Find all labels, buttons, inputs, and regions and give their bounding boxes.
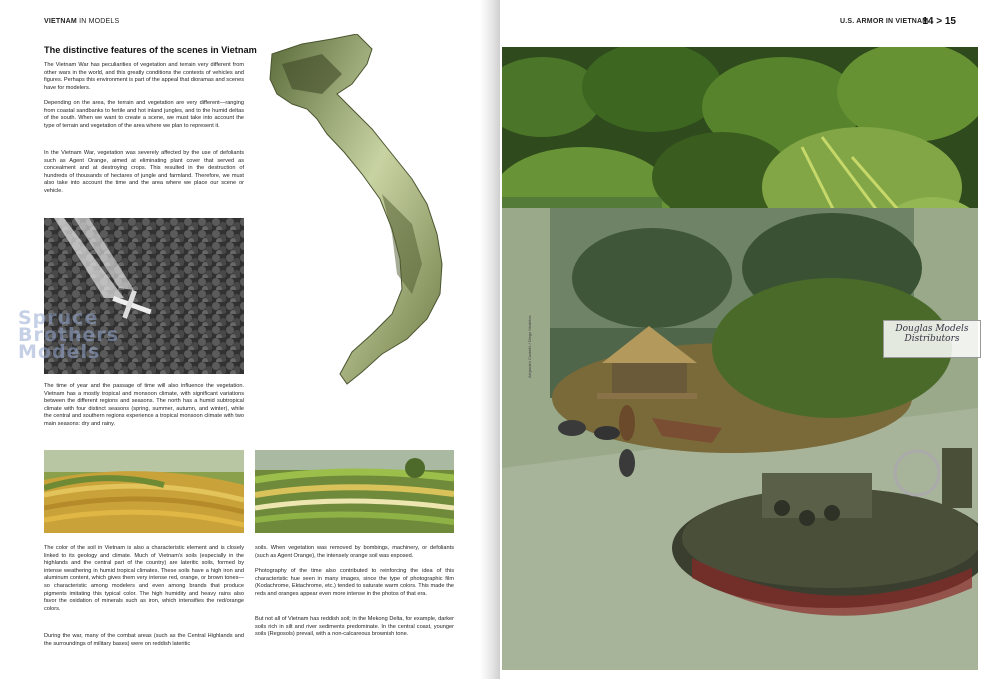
right-page [500,0,1000,679]
running-head-bold: VIETNAM [44,18,77,25]
running-head-light: IN MODELS [79,18,120,25]
paragraph-combat-areas: During the war, many of the combat areas (such as the Central Highlands and the surroundings of military bases) were on reddish lateritic [44,633,244,647]
left-page [0,0,497,679]
paragraph-intro: The Vietnam War has peculiarities of vegetation and terrain very different from other wars in the world, and this greatly conditions the contexts of vehicles and figures. Perhaps this environment is part of the appeal that dioramas and scenes have for modelers. [44,62,244,91]
running-head-left [44,18,119,25]
section-title: The distinctive features of the scenes in Vietnam [44,45,257,55]
douglas-models-watermark: Douglas Models Distributors [883,320,981,358]
paragraph-exposed-soil: soils. When vegetation was removed by bombings, machinery, or defoliants (such as Agent Orange), the intensely orange soil was exposed. [255,545,454,559]
paragraph-mekong: But not all of Vietnam has reddish soil; in the Mekong Delta, for example, darker soils rich in silt and river sediments predominate. In the central coast, younger soils (Regosols) prevail, with a non-calcareous brownish tone. [255,616,454,638]
page-gutter [480,0,500,679]
paragraph-terrain: Depending on the area, the terrain and vegetation are very different—ranging from coastal sandbanks to fertile and hot inland jungles, and to the humid deltas of the south. When we want to create a scene, we must take into account the type of terrain and vegetation of the area where we plan to represent it. [44,100,244,129]
running-head-right: U.S. ARMOR IN VIETNAM [840,18,929,25]
rice-terrace-photo-1 [44,450,244,533]
vietnam-relief-map [262,34,462,406]
photo-credit: Alejandro Castelló / Diego Modelos [527,315,532,378]
spruce-brothers-watermark: Spruce Brothers Models [18,307,120,363]
diorama-photo [502,208,978,670]
paragraph-climate: The time of year and the passage of time will also influence the vegetation. Vietnam has a mostly tropical and monsoon climate, with significant variations between the different regions and seasons. The north has a humid subtropical climate with four distinct seasons (spring, summer, autumn, and winter), while the central and southern regions experience a tropical monsoon climate with two main seasons: dry and rainy. [44,383,244,427]
paragraph-photography: Photography of the time also contributed to reinforcing the idea of this characteristic hue seen in many images, since the type of photographic film (Kodachrome, Ektachrome, etc.) tended to saturate warm colors. This made the reds and oranges appear even more intense in the photos of that era. [255,568,454,597]
page-numbers: 14 > 15 [922,16,956,27]
paragraph-soil: The color of the soil in Vietnam is also a characteristic element and is closely linked to its geology and climate. Much of Vietnam's soils (especially in the highlands and the central part of the country) are lateritic soils, formed by intense weathering in humid tropical climates. These soils have a high iron and aluminum content, which gives them very intense red, orange, or brown tones—so characteristic among modelers and even among brands that produce pigments imitating this typical color. The high humidity and heavy rains also favor the oxidation of minerals such as iron, which intensifies the red/orange colors. [44,545,244,612]
rice-terrace-photo-2 [255,450,454,533]
paragraph-defoliants: In the Vietnam War, vegetation was severely affected by the use of defoliants such as Agent Orange, aimed at eliminating plant cover that served as concealment and at destroying crops. This resulted in the destruction of hundreds of thousands of hectares of jungle and farmland. Therefore, we must also take into account the time and the area where we place our scene or vehicle. [44,150,244,194]
